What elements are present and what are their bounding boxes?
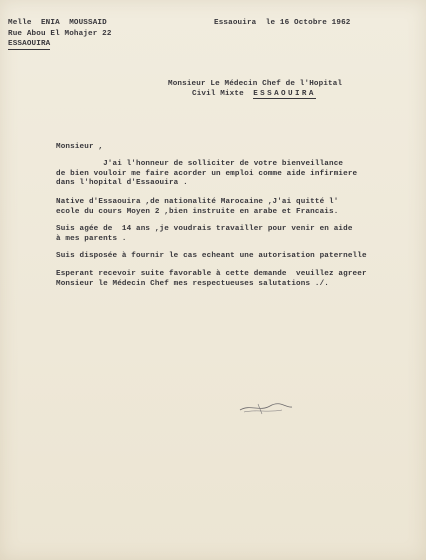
body-line: de bien vouloir me faire acorder un emploi comme aide infirmiere <box>56 169 358 178</box>
recipient-prefix: Civil Mixte <box>192 90 254 98</box>
recipient-city: ESSAOUIRA <box>253 90 316 98</box>
body-line: Suis agée de 14 ans ,je voudrais travailler pour venir en aide <box>56 225 353 233</box>
paragraph-authorization <box>56 252 367 262</box>
signature-mark <box>236 398 296 418</box>
place-date: Essaouira le 16 Octobre 1962 <box>214 19 351 27</box>
body-line: Esperant recevoir suite favorable à cette demande veuillez agreer <box>56 270 367 278</box>
body-line: dans l'hopital d'Essaouira . <box>56 179 188 188</box>
paragraph-request <box>56 160 357 189</box>
body-line: ecole du cours Moyen 2 ,bien instruite en arabe et Francais. <box>56 207 339 216</box>
paragraph-origin <box>56 198 338 217</box>
body-line: à mes parents . <box>56 234 127 243</box>
sender-name: Melle ENIA MOUSSAID <box>8 19 107 27</box>
salutation: Monsieur , <box>56 143 104 151</box>
sender-street: Rue Abou El Mohajer 22 <box>8 30 112 38</box>
body-line: Monsieur le Médecin Chef mes respectueuses salutations ./. <box>56 279 330 288</box>
sender-city: ESSAOUIRA <box>8 40 51 48</box>
body-line: Native d'Essaouira ,de nationalité Marocaine ,J'ai quitté l' <box>56 198 339 206</box>
recipient-line2 <box>192 90 316 99</box>
paragraph-age <box>56 225 353 244</box>
body-line: Suis disposée à fournir le cas echeant une autorisation paternelle <box>56 252 367 260</box>
body-line: J'ai l'honneur de solliciter de votre bienveillance <box>56 160 344 168</box>
paragraph-closing <box>56 270 367 289</box>
recipient-line1: Monsieur Le Médecin Chef de l'Hopital <box>168 80 343 88</box>
